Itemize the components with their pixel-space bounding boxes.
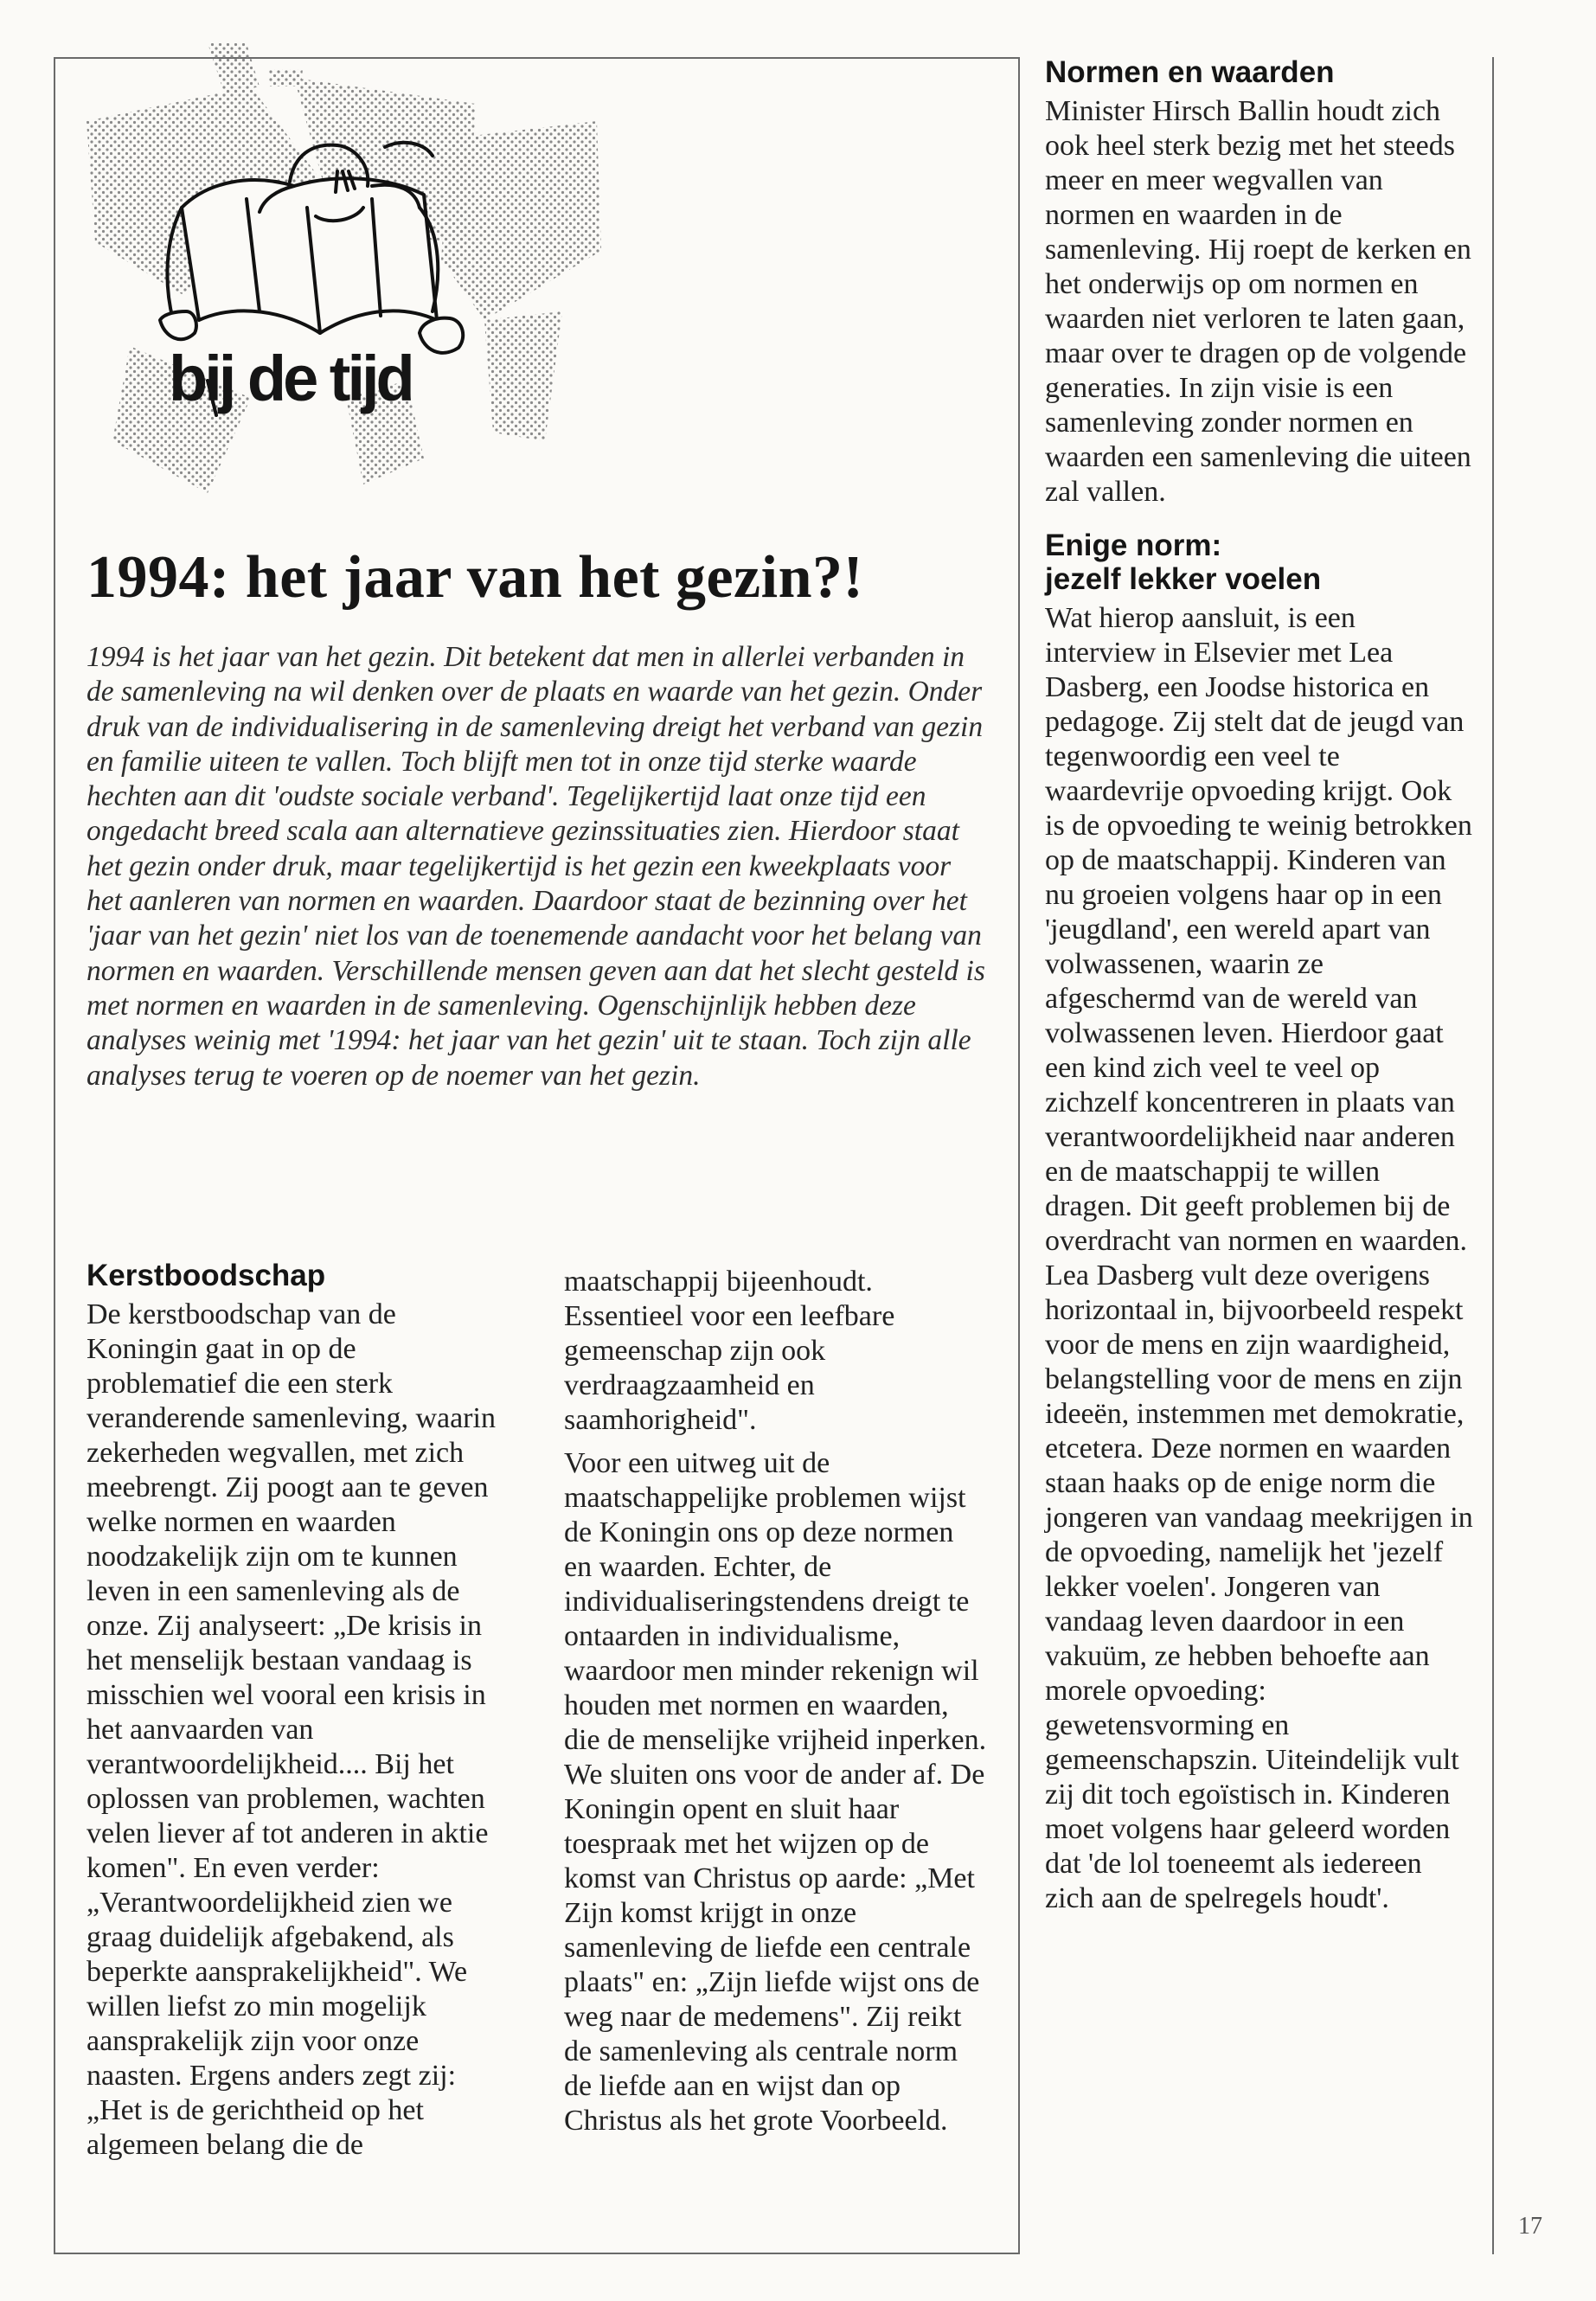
column-right <box>1045 55 1473 1925</box>
article-intro: 1994 is het jaar van het gezin. Dit betekent dat men in allerlei verbanden in de samenleving na wil denken over de plaats en waarde van het gezin. Onder druk van de individualisering in de samenleving dreigt het verband van gezin en familie uiteen te vallen. Toch blijft men tot in onze tijd sterke waarde hechten aan dit 'oudste sociale verband'. Tegelijkertijd laat onze tijd een ongedacht breed scala aan alternatieve gezinssituaties zien. Hierdoor staat het gezin onder druk, maar tegelijkertijd is het gezin een kweekplaats voor het aanleren van normen en waarden. Daardoor staat de bezinning over het 'jaar van het gezin' niet los van de toenemende aandacht voor het belang van normen en waarden. Verschillende mensen geven aan dat het slecht gesteld is met normen en waarden in de samenleving. Ogenschijnlijk hebben deze analyses weinig met '1994: het jaar van het gezin' uit te staan. Toch zijn alle analyses terug te voeren op de noemer van het gezin. <box>87 641 985 1092</box>
column-divider-right <box>1492 57 1494 2254</box>
kerstboodschap-paragraph-2: maatschappij bijeenhoudt. Essentieel voor een leefbare gemeenschap zijn ook verdraagzaamheid en saamhorigheid". <box>564 1266 895 1436</box>
page-number: 17 <box>1518 2213 1542 2240</box>
column-middle <box>564 1265 988 2147</box>
section-heading-kerstboodschap: Kerstboodschap <box>87 1259 326 1292</box>
section-heading-enige-norm-line2: jezelf lekker voelen <box>1045 562 1322 596</box>
normen-paragraph: Minister Hirsch Ballin houdt zich ook heel sterk bezig met het steeds meer en meer wegvallen van normen en waarden in de samenleving. Hij roept de kerken en het onderwijs op om normen en waarden niet verloren te laten gaan, maar over te dragen op de volgende generaties. In zijn visie is een samenleving zonder normen en waarden een samenleving die uiteen zal vallen. <box>1045 95 1471 508</box>
kerstboodschap-paragraph-1: De kerstboodschap van de Koningin gaat in op de problematief die een sterk veranderende samenleving, waarin zekerheden wegvallen, met zich meebrengt. Zij poogt aan te geven welke normen en waarden noodzakelijk zijn om te kunnen leven in een samenleving als de onze. Zij analyseert: „De krisis in het menselijk bestaan vandaag is misschien wel vooral een krisis in het aanvaarden van verantwoordelijkheid.... Bij het oplossen van problemen, wachten velen liever af tot anderen in aktie komen". En even verder: „Verantwoordelijkheid zien we graag duidelijk afgebakend, als beperkte aansprakelijkheid". We willen liefst zo min mogelijk aansprakelijk zijn voor onze naasten. Ergens anders zegt zij: „Het is de gerichtheid op het algemeen belang die de <box>87 1298 496 2161</box>
section-heading-enige-norm-line1: Enige norm: <box>1045 529 1222 562</box>
section-heading-enige-norm <box>1045 529 1473 596</box>
logo-text: bij de tijd <box>169 343 412 414</box>
frame-bottom-rule <box>54 2253 1018 2254</box>
bij-de-tijd-logo <box>78 35 614 528</box>
kerstboodschap-paragraph-3: Voor een uitweg uit de maatschappelijke problemen wijst de Koningin ons op deze normen en waarden. Echter, de individualiseringstendens dreigt te ontaarden in individualisme, waardoor men minder rekenign wil houden met normen en waarden, die de menselijke vrijheid inperken. We sluiten ons voor de ander af. De Koningin opent en sluit haar toespraak met het wijzen op de komst van Christus op aarde: „Met Zijn komst krijgt in onze samenleving de liefde een centrale plaats" en: „Zijn liefde wijst ons de weg naar de medemens". Zij reikt de samenleving als centrale norm de liefde aan en wijst dan op Christus als het grote Voorbeeld. <box>564 1447 987 2137</box>
newspaper-reader-illustration <box>78 35 614 528</box>
article-headline: 1994: het jaar van het gezin?! <box>87 544 864 611</box>
section-heading-normen-en-waarden: Normen en waarden <box>1045 55 1335 89</box>
frame-left-rule <box>54 57 55 2254</box>
column-divider-middle <box>1018 57 1020 2254</box>
enige-norm-paragraph: Wat hierop aansluit, is een interview in Elsevier met Lea Dasberg, een Joodse historica en pedagoge. Zij stelt dat de jeugd van tegenwoordig een veel te waardevrije opvoeding krijgt. Ook is de opvoeding te weinig betrokken op de maatschappij. Kinderen van nu groeien volgens haar op in een 'jeugdland', een wereld apart van volwassenen, waarin ze afgeschermd van de wereld van volwassenen leven. Hierdoor gaat een kind zich veel te veel op zichzelf koncentreren in plaats van verantwoordelijkheid naar anderen en de maatschappij te willen dragen. Dit geeft problemen bij de overdracht van normen en waarden. Lea Dasberg vult deze overigens horizontaal in, bijvoorbeeld respekt voor de mens en zijn waardigheid, belangstelling voor de mens en zijn ideeën, instemmen met demokratie, etcetera. Deze normen en waarden staan haaks op de enige norm die jongeren van vandaag meekrijgen in de opvoeding, namelijk het 'jezelf lekker voelen'. Jongeren van vandaag leven daardoor in een vakuüm, ze hebben behoefte aan morele opvoeding: gewetensvorming en gemeenschapszin. Uiteindelijk vult zij dit toch egoïstisch in. Kinderen moet volgens haar geleerd worden dat 'de lol toeneemt als iedereen zich aan de spelregels houdt'. <box>1045 602 1473 1914</box>
column-left <box>87 1259 510 2171</box>
